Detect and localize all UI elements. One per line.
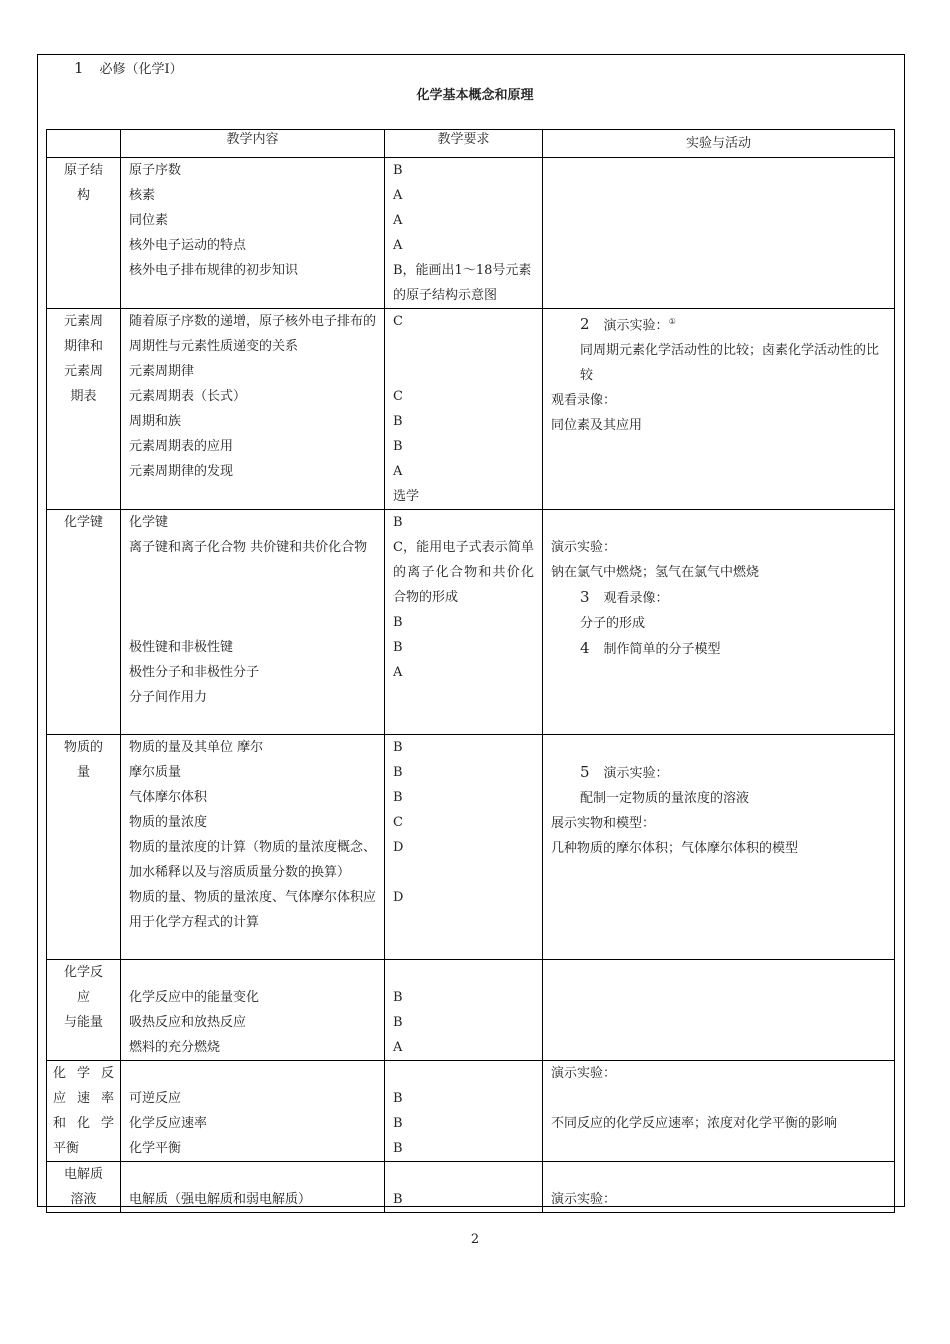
requirement-cell: C C B B A 选学 — [385, 309, 543, 510]
curriculum-table — [46, 129, 895, 1213]
content-cell: 随着原子序数的递增，原子核外电子排布的周期性与元素性质递变的关系 元素周期律 元素周期表（长式） 周期和族 元素周期表的应用 元素周期律的发现 — [121, 309, 385, 510]
activity-cell: 演示实验： 钠在氯气中燃烧；氢气在氯气中燃烧 3 观看录像： 分子的形成 4 制作简单的分子模型 — [543, 510, 895, 735]
table-row — [47, 1061, 895, 1162]
requirement-cell: B B A — [385, 960, 543, 1061]
category-cell: 化学键 — [47, 510, 121, 735]
activity-cell — [543, 158, 895, 309]
content-cell: 物质的量及其单位 摩尔 摩尔质量 气体摩尔体积 物质的量浓度 物质的量浓度的计算（物质的量浓度概念、加水稀释以及与溶质质量分数的换算） 物质的量、物质的量浓度、气体摩尔体积应用于化学方程式的计算 — [121, 735, 385, 960]
footnote-ref: ① — [668, 317, 676, 326]
activity-cell: 2 演示实验：① 同周期元素化学活动性的比较；卤素化学活动性的比较 观看录像： 同位素及其应用 — [543, 309, 895, 510]
category-cell: 化学反 应 与能量 — [47, 960, 121, 1061]
content-cell: 化学反应中的能量变化 吸热反应和放热反应 燃料的充分燃烧 — [121, 960, 385, 1061]
category-cell: 化学反 应速率 和化学 平衡 — [47, 1061, 121, 1162]
page-title: 化学基本概念和原理 — [416, 88, 534, 103]
activity-cell: 5 演示实验： 配制一定物质的量浓度的溶液 展示实物和模型： 几种物质的摩尔体积；气体摩尔体积的模型 — [543, 735, 895, 960]
table-row — [47, 960, 895, 1061]
activity-cell — [543, 960, 895, 1061]
category-cell: 原子结 构 — [47, 158, 121, 309]
page-number: 2 — [470, 1232, 480, 1247]
header-blank — [47, 130, 121, 158]
header-requirement: 教学要求 — [385, 130, 543, 158]
category-cell: 物质的 量 — [47, 735, 121, 960]
requirement-cell: B — [385, 1162, 543, 1213]
activity-cell: 演示实验： — [543, 1162, 895, 1213]
requirement-cell: B B B C D D — [385, 735, 543, 960]
table-row — [47, 510, 895, 735]
table-row — [47, 735, 895, 960]
table-header-row — [47, 130, 895, 158]
section-heading — [74, 58, 183, 77]
content-cell: 化学键 离子键和离子化合物 共价键和共价化合物 极性键和非极性键 极性分子和非极性分子 分子间作用力 — [121, 510, 385, 735]
content-cell: 可逆反应 化学反应速率 化学平衡 — [121, 1061, 385, 1162]
content-cell: 原子序数 核素 同位素 核外电子运动的特点 核外电子排布规律的初步知识 — [121, 158, 385, 309]
section-label: 必修（化学Ⅰ） — [99, 62, 183, 77]
activity-cell: 演示实验： 不同反应的化学反应速率；浓度对化学平衡的影响 — [543, 1061, 895, 1162]
requirement-cell: B B B — [385, 1061, 543, 1162]
category-cell: 电解质 溶液 — [47, 1162, 121, 1213]
header-content: 教学内容 — [121, 130, 385, 158]
table-row — [47, 1162, 895, 1213]
section-number: 1 — [74, 59, 84, 77]
table-row — [47, 309, 895, 510]
content-cell: 电解质（强电解质和弱电解质） — [121, 1162, 385, 1213]
requirement-cell: B C，能用电子式表示简单的离子化合物和共价化合物的形成 B B A — [385, 510, 543, 735]
table-row — [47, 158, 895, 309]
header-activity: 实验与活动 — [543, 130, 895, 158]
requirement-cell: B A A A B，能画出1～18号元素的原子结构示意图 — [385, 158, 543, 309]
category-cell: 元素周 期律和 元素周 期表 — [47, 309, 121, 510]
